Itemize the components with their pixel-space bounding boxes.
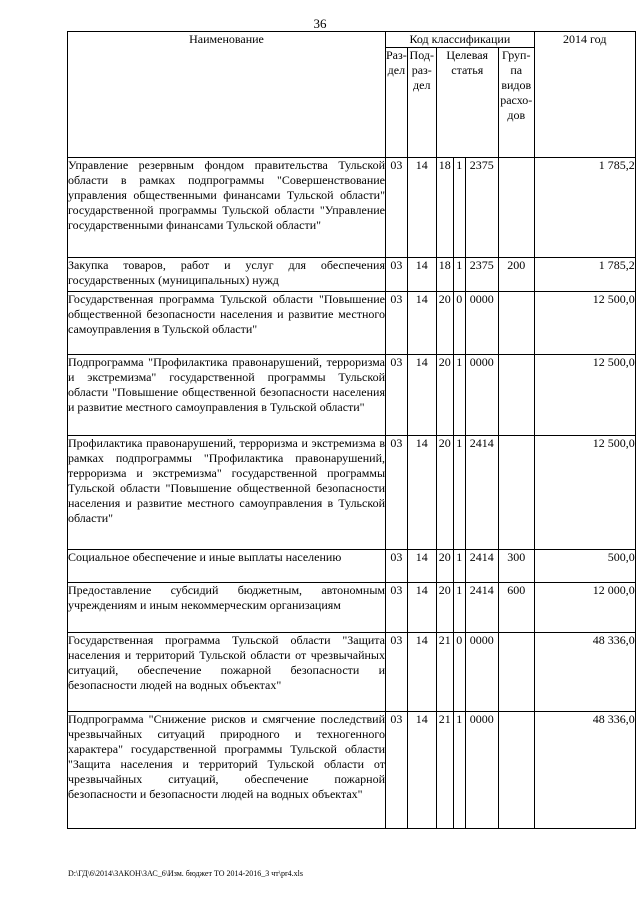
row-name: Подпрограмма "Профилактика правонарушений, терроризма и экстремизма" государственной программы Тульской области "Повышение общественной безопасности населения и развитие местного самоуправления в Тульской области" (68, 355, 386, 436)
row-amount: 12 500,0 (534, 292, 635, 355)
row-razdel: 03 (386, 583, 408, 633)
row-target-subprogram: 0 (453, 292, 465, 355)
row-amount: 1 785,2 (534, 158, 635, 258)
row-target-subprogram: 1 (453, 550, 465, 583)
row-razdel: 03 (386, 436, 408, 550)
header-year: 2014 год (534, 32, 635, 158)
table-row (68, 436, 636, 550)
row-target-subprogram: 1 (453, 258, 465, 292)
row-amount: 500,0 (534, 550, 635, 583)
row-target-direction: 0000 (465, 633, 498, 712)
table-row (68, 550, 636, 583)
row-razdel: 03 (386, 355, 408, 436)
budget-table (67, 31, 636, 829)
row-razdel: 03 (386, 258, 408, 292)
row-name: Предоставление субсидий бюджетным, автономным учреждениям и иным некоммерческим организациям (68, 583, 386, 633)
table-row (68, 712, 636, 829)
row-target-program: 18 (436, 158, 453, 258)
row-expense-group (498, 436, 534, 550)
row-podrazdel: 14 (407, 550, 436, 583)
header-code-group: Код классификации (386, 32, 535, 48)
page-number: 36 (313, 16, 327, 31)
row-podrazdel: 14 (407, 355, 436, 436)
table-row (68, 258, 636, 292)
row-target-direction: 2414 (465, 583, 498, 633)
row-target-subprogram: 1 (453, 712, 465, 829)
file-path-footer: D:\ГД\6\2014\ЗАКОН\ЗАС_6\Изм. бюджет ТО 2014-2016_3 чт\pr4.xls (68, 869, 303, 878)
row-target-program: 20 (436, 550, 453, 583)
row-expense-group (498, 712, 534, 829)
row-target-direction: 2414 (465, 436, 498, 550)
row-target-direction: 2375 (465, 158, 498, 258)
row-target-subprogram: 1 (453, 355, 465, 436)
row-razdel: 03 (386, 712, 408, 829)
row-target-program: 20 (436, 436, 453, 550)
header-group: Груп- па видов расхо- дов (498, 48, 534, 158)
row-target-subprogram: 1 (453, 583, 465, 633)
row-podrazdel: 14 (407, 712, 436, 829)
row-amount: 48 336,0 (534, 633, 635, 712)
row-target-direction: 0000 (465, 355, 498, 436)
row-amount: 48 336,0 (534, 712, 635, 829)
row-name: Подпрограмма "Снижение рисков и смягчение последствий чрезвычайных ситуаций природного и техногенного характера" государственной программы Тульской области "Защита населения и территорий Тульской области от чрезвычайных ситуаций, обеспечение пожарной безопасности и безопасности людей на водных объектах" (68, 712, 386, 829)
row-podrazdel: 14 (407, 436, 436, 550)
row-target-program: 20 (436, 355, 453, 436)
row-razdel: 03 (386, 550, 408, 583)
row-expense-group (498, 355, 534, 436)
row-target-subprogram: 1 (453, 436, 465, 550)
row-podrazdel: 14 (407, 633, 436, 712)
row-expense-group: 600 (498, 583, 534, 633)
header-target: Целевая статья (436, 48, 498, 158)
row-amount: 12 000,0 (534, 583, 635, 633)
row-razdel: 03 (386, 158, 408, 258)
row-name: Управление резервным фондом правительства Тульской области в рамках подпрограммы "Совершенствование управления общественными финансами Тульской области" государственной программы Тульской области "Управление государственными финансами Тульской области" (68, 158, 386, 258)
header-razdel: Раз- дел (386, 48, 408, 158)
row-expense-group (498, 292, 534, 355)
row-amount: 12 500,0 (534, 355, 635, 436)
row-name: Социальное обеспечение и иные выплаты населению (68, 550, 386, 583)
row-expense-group: 200 (498, 258, 534, 292)
row-target-direction: 0000 (465, 712, 498, 829)
row-razdel: 03 (386, 633, 408, 712)
row-target-program: 18 (436, 258, 453, 292)
row-target-program: 21 (436, 712, 453, 829)
row-target-direction: 0000 (465, 292, 498, 355)
row-name: Профилактика правонарушений, терроризма и экстремизма в рамках подпрограммы "Профилактика правонарушений, терроризма и экстремизма" государственной программы Тульской области "Повышение общественной безопасности населения и развитие местного самоуправления в Тульской области" (68, 436, 386, 550)
row-podrazdel: 14 (407, 292, 436, 355)
table-row (68, 292, 636, 355)
row-name: Государственная программа Тульской области "Повышение общественной безопасности населения и развитие местного самоуправления в Тульской области" (68, 292, 386, 355)
table-row (68, 583, 636, 633)
row-expense-group: 300 (498, 550, 534, 583)
row-podrazdel: 14 (407, 258, 436, 292)
row-target-direction: 2414 (465, 550, 498, 583)
row-target-subprogram: 1 (453, 158, 465, 258)
row-target-program: 21 (436, 633, 453, 712)
row-expense-group (498, 633, 534, 712)
table-row (68, 355, 636, 436)
table-row (68, 633, 636, 712)
row-name: Государственная программа Тульской области "Защита населения и территорий Тульской области от чрезвычайных ситуаций, обеспечение пожарной безопасности и безопасности людей на водных объектах" (68, 633, 386, 712)
row-podrazdel: 14 (407, 583, 436, 633)
header-podrazdel: Под- раз- дел (407, 48, 436, 158)
row-target-program: 20 (436, 583, 453, 633)
row-target-subprogram: 0 (453, 633, 465, 712)
row-podrazdel: 14 (407, 158, 436, 258)
row-target-program: 20 (436, 292, 453, 355)
row-target-direction: 2375 (465, 258, 498, 292)
row-amount: 1 785,2 (534, 258, 635, 292)
row-amount: 12 500,0 (534, 436, 635, 550)
header-name: Наименование (68, 32, 386, 158)
row-razdel: 03 (386, 292, 408, 355)
row-name: Закупка товаров, работ и услуг для обеспечения государственных (муниципальных) нужд (68, 258, 386, 292)
table-row (68, 158, 636, 258)
row-expense-group (498, 158, 534, 258)
